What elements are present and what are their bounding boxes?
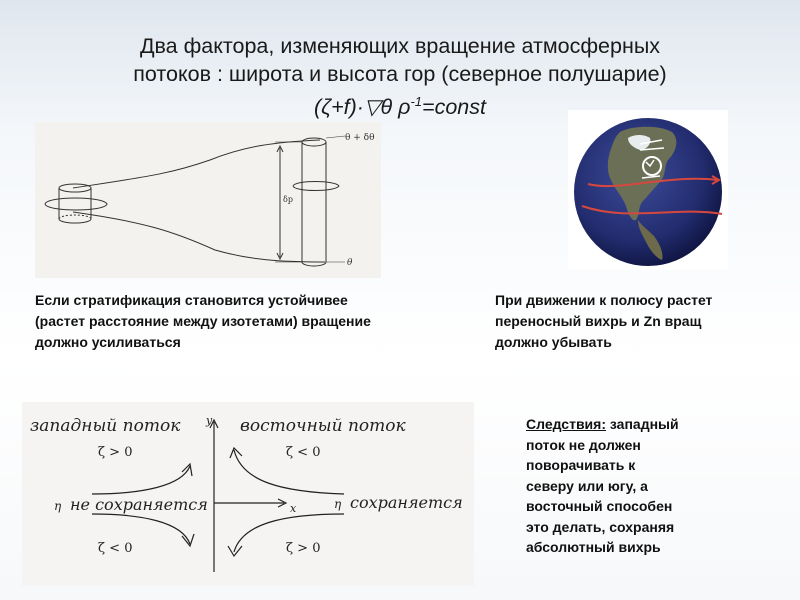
consequences-line2: поток не должен — [526, 436, 641, 453]
caption-right-line1: При движении к полюсу растет — [495, 292, 713, 308]
flow-deflection-figure — [22, 402, 474, 586]
caption-left-line1: Если стратификация становится устойчивее — [35, 292, 348, 308]
caption-poleward — [495, 290, 712, 353]
vortex-tube-figure — [35, 122, 381, 278]
caption-left-line3: должно усиливаться — [35, 334, 181, 350]
consequences-heading: Следствия: — [526, 416, 606, 432]
caption-right-line3: должно убывать — [495, 334, 612, 350]
eta-right: η — [334, 497, 342, 511]
east-flow-label: восточный поток — [240, 416, 406, 436]
consequences-line6: это делать, сохраняя — [526, 518, 675, 535]
consequences-line7: абсолютный вихрь — [526, 539, 661, 555]
consequences-line3: поворачивать к — [526, 457, 636, 473]
zeta-bottom-right: ζ > 0 — [286, 541, 321, 556]
formula-tail: =const — [422, 95, 486, 120]
consequences-line4: северу или югу, а — [526, 477, 648, 494]
label-theta-bottom: θ — [347, 258, 353, 268]
consequences-note — [526, 414, 679, 558]
y-axis-label: y — [206, 414, 213, 427]
caption-right-line2: переносный вихрь и Zn вращ — [495, 313, 702, 329]
zeta-bottom-left: ζ < 0 — [98, 541, 133, 556]
consequences-line1-tail: западный — [606, 416, 679, 432]
title-line-1: Два фактора, изменяющих вращение атмосферных — [139, 34, 661, 58]
caption-stratification — [35, 290, 371, 353]
label-theta-top: θ + δθ — [345, 133, 375, 143]
title-line-2: потоков : широта и высота гор (северное полушарие) — [133, 62, 667, 86]
label-delta-p: δp — [283, 195, 293, 204]
zeta-top-left: ζ > 0 — [98, 445, 133, 460]
zeta-top-right: ζ < 0 — [286, 445, 321, 460]
consequences-line1 — [526, 414, 679, 435]
conserved-label: сохраняется — [350, 493, 463, 512]
globe-image — [568, 110, 728, 270]
formula-main: (ζ+f)·▽θ ρ — [314, 95, 411, 120]
x-axis-label: x — [290, 502, 297, 515]
consequences-line5: восточный способен — [526, 498, 673, 514]
caption-left-line2: (растет расстояние между изотетами) вращение — [35, 313, 371, 329]
west-flow-label: западный поток — [30, 416, 181, 436]
eta-left: η — [54, 499, 62, 513]
not-conserved-label: не сохраняется — [70, 495, 208, 514]
slide-title — [40, 32, 760, 121]
formula-exponent: -1 — [410, 94, 423, 109]
